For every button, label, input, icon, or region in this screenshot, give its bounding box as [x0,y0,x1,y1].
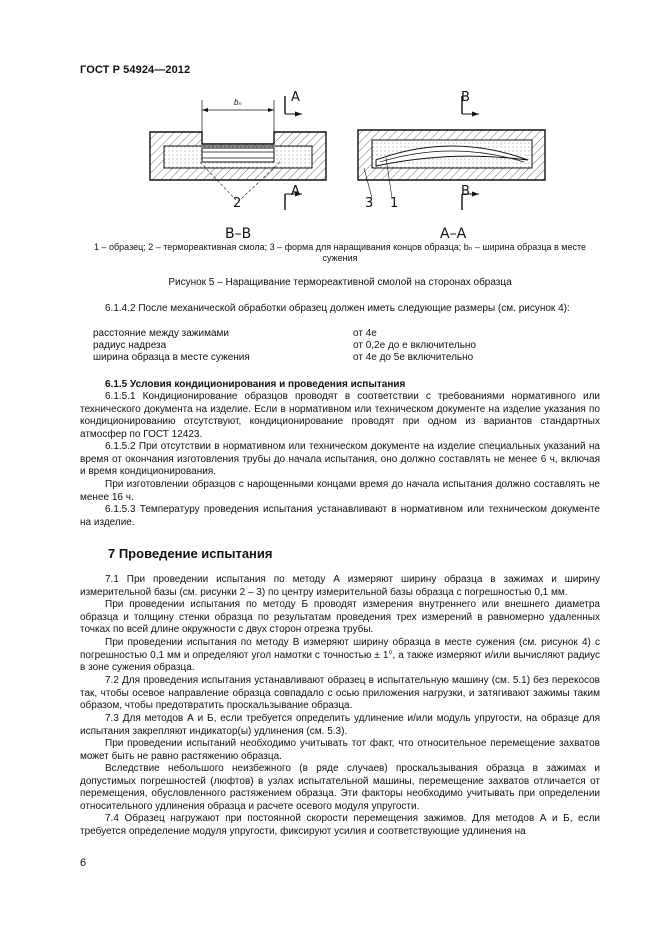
callout-1: 1 [390,196,399,211]
document-header: ГОСТ Р 54924—2012 [80,64,191,76]
callout-2: 2 [233,196,242,211]
paragraph-6-1-5-1: 6.1.5.1 Кондиционирование образцов проводят в соответствии с требованиями нормативного или технического документа на изделие. Если в нормативном или техническом документе на изделие указания по кондиционированию отсутствуют, кондиционирование проводят при одном из вариантов стандартных атмосфер по ГОСТ 12423. [80,391,600,440]
paragraph-7-1-method-c: При проведении испытания по методу В измеряют ширину образца в месте сужения (см. рисунок 4) с погрешностью 0,1 мм и определяют угол намотки с точностью ± 1°, а также измеряют и/или вычисляют радиус в зоне сужения образца. [80,637,600,673]
dimension-value: от 0,2e до e включительно [353,340,476,351]
dimension-bn-label: bₙ [234,98,242,107]
cut-b-top-label: B [461,90,470,105]
figure-legend: 1 – образец; 2 – термореактивная смола; 3 – форма для наращивания концов образца; bₙ – ширина образца в месте сужения [94,242,586,263]
paragraph-7-3-note: При проведении испытаний необходимо учитывать тот факт, что относительное перемещение захватов может быть не равно растяжению образца. [80,738,600,762]
paragraph-6-1-4-2: 6.1.4.2 После механической обработки образец должен иметь следующие размеры (см. рисунок 4): [105,303,570,314]
dimension-row [93,340,476,353]
cut-b-bottom-label: B [461,184,470,199]
figure-title: Рисунок 5 – Наращивание термореактивной смолой на сторонах образца [168,277,512,288]
dimension-row [93,352,474,365]
dimension-value: от 4e до 5e включительно [353,352,474,363]
paragraph-7-3: 7.3 Для методов А и Б, если требуется определить удлинение и/или модуль упругости, на образце для испытания закрепляют индикатор(ы) удлинения (см. 5.3). [80,713,600,737]
section-a-a [358,96,545,210]
paragraph-7-1-method-b: При проведении испытания по методу Б проводят измерения внутреннего или внешнего диаметра образца и толщину стенки образца по результатам проведения трех измерений в равномерно удаленных точках по всей длине окружности с двух сторон отрезка трубы. [80,599,600,635]
callout-3: 3 [365,196,374,211]
cut-a-bottom-label: A [291,184,300,199]
figure-5-drawing [140,90,560,240]
paragraph-6-1-5-2-cont: При изготовлении образцов с нарощенными концами время до начала испытания должно составлять не менее 16 ч. [80,479,600,503]
subsection-heading-6-1-5: 6.1.5 Условия кондиционирования и проведения испытания [105,379,406,390]
paragraph-7-2: 7.2 Для проведения испытания устанавливают образец в испытательную машину (см. 5.1) без перекосов так, чтобы осевое направление образца совпадало с осью приложения нагрузки, и затягивают зажимы таким образом, чтобы предотвратить проскальзывание образца. [80,675,600,711]
paragraph-7-4: 7.4 Образец нагружают при постоянной скорости перемещения зажимов. Для методов А и Б, если требуется определение модуля упругости, фиксируют усилия и соответствующие удлинения на [80,813,600,837]
section-a-a-title: A–A [440,226,467,242]
paragraph-6-1-5-2: 6.1.5.2 При отсутствии в нормативном или техническом документе на изделие специальных указаний на время от окончания изготовления трубы до начала испытания, оно должно составлять не менее 6 ч, включая и время кондиционирования. [80,441,600,477]
dimension-name: расстояние между зажимами [93,328,229,339]
paragraph-7-3-slip: Вследствие небольшого неизбежного (в ряде случаев) проскальзывания образца в зажимах и допустимых погрешностей (люфтов) в узлах испытательной машины, перемещение захватов отличается от перемещения, обусловленного растяжением образца. Эти факторы необходимо учитывать при определении относительного удлинения образца и расчете осевого модуля упругости. [80,763,600,812]
dimension-value: от 4e [353,328,377,339]
dimension-row [93,328,377,341]
section-heading-7: 7 Проведение испытания [108,546,273,561]
paragraph-7-1: 7.1 При проведении испытания по методу А измеряют ширину образца в зажимах и ширину измерительной базы (см. рисунки 2 – 3) по центру измерительной базы образца с погрешностью 0,1 мм. [80,574,600,598]
dimension-name: радиус надреза [93,340,167,351]
cut-a-top-label: A [291,90,300,105]
dimension-name: ширина образца в месте сужения [93,352,250,363]
section-b-b-title: B–B [225,226,252,242]
page-number: 6 [80,857,87,869]
paragraph-6-1-5-3: 6.1.5.3 Температуру проведения испытания устанавливают в нормативном или техническом документе на изделие. [80,504,600,528]
